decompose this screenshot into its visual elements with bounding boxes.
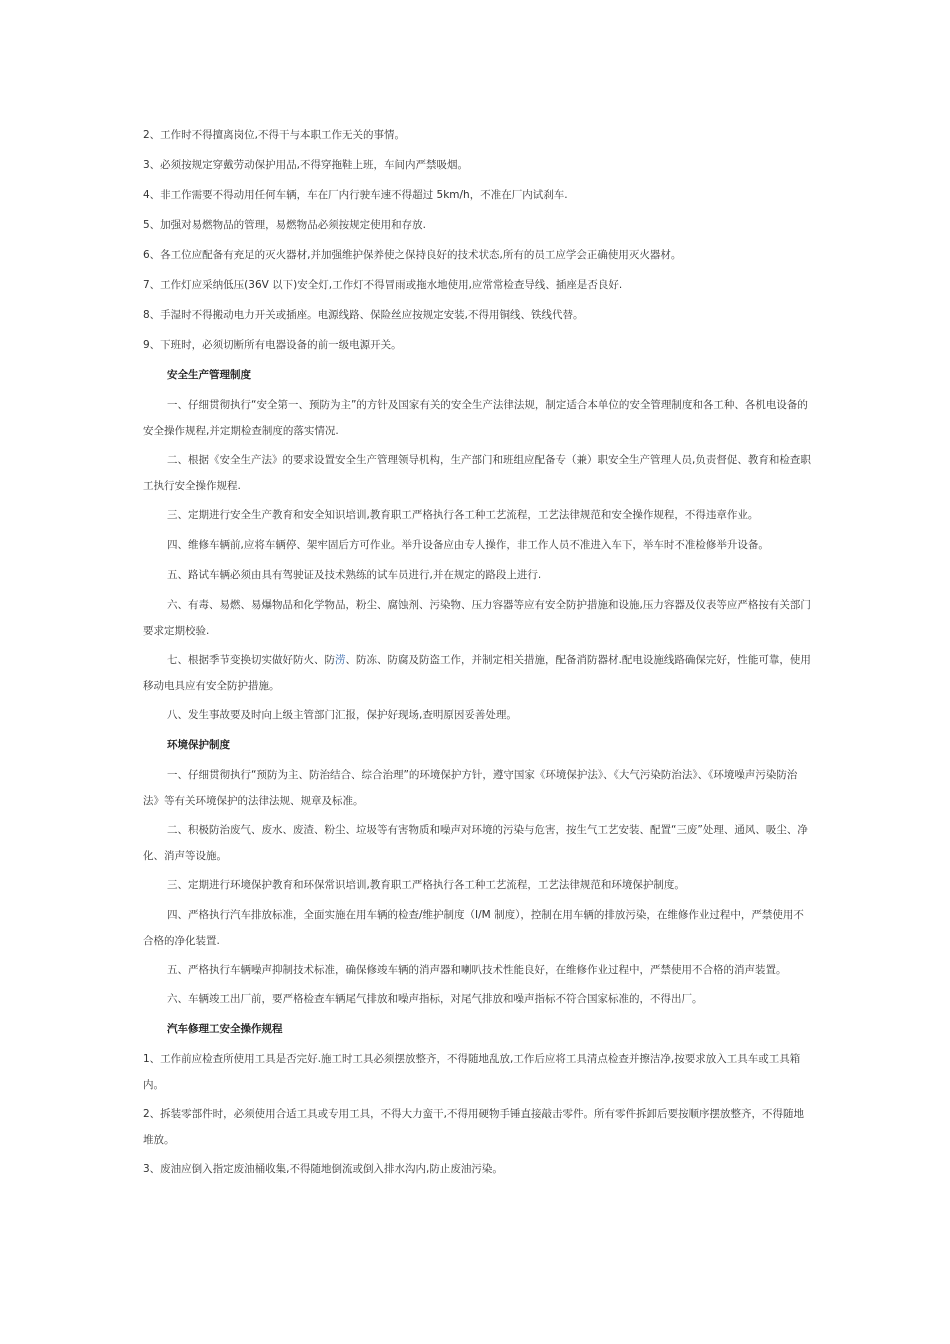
section-heading-repair: 汽车修理工安全操作规程: [167, 1023, 283, 1035]
safety-item: 四、维修车辆前,应将车辆停、架牢固后方可作业。举升设备应由专人操作，非工作人员不准进入车下，举车时不准检修举升设备。: [167, 539, 769, 551]
repair-item: 3、废油应倒入指定废油桶收集,不得随地倒流或倒入排水沟内,防止废油污染。: [143, 1163, 503, 1175]
rule-item: 8、手湿时不得搬动电力开关或插座。电源线路、保险丝应按规定安装,不得用铜线、铁线代替。: [143, 309, 584, 321]
rule-item: 9、下班时，必须切断所有电器设备的前一级电源开关。: [143, 339, 402, 351]
safety-item: 八、发生事故要及时向上级主管部门汇报，保护好现场,查明原因妥善处理。: [167, 709, 517, 721]
env-item: 三、定期进行环境保护教育和环保常识培训,教育职工严格执行各工种工艺流程，工艺法律规范和环境保护制度。: [167, 879, 685, 891]
rule-item: 4、非工作需要不得动用任何车辆，车在厂内行驶车速不得超过 5km/h，不准在厂内试刹车.: [143, 189, 568, 201]
safety-item-seven-text-rest: 、防冻、防腐及防盗工作，并制定相关措施，配备消防器材.配电设施线路确保完好，性能可靠，使用移动电具应有安全防护措施。: [143, 654, 811, 692]
safety-item: 六、有毒、易燃、易爆物品和化学物品，粉尘、腐蚀剂、污染物、压力容器等应有安全防护措施和设施,压力容器及仪表等应严格按有关部门要求定期校验.: [143, 599, 811, 637]
flood-link[interactable]: 涝: [335, 654, 346, 666]
safety-item: 五、路试车辆必须由具有驾驶证及技术熟练的试车员进行,并在规定的路段上进行.: [167, 569, 542, 581]
safety-item-seven: [143, 647, 813, 699]
env-item: 一、仔细贯彻执行“预防为主、防治结合、综合治理”的环境保护方针，遵守国家《环境保护法》、《大气污染防治法》、《环境噪声污染防治法》等有关环境保护的法律法规、规章及标准。: [143, 769, 798, 807]
repair-item: 2、拆装零部件时，必须使用合适工具或专用工具，不得大力蛮干,不得用硬物手锤直接敲击零件。所有零件拆卸后要按顺序摆放整齐，不得随地堆放。: [143, 1108, 805, 1146]
document-page: [143, 122, 813, 1186]
section-heading-safety: 安全生产管理制度: [167, 369, 251, 381]
repair-item: 1、工作前应检查所使用工具是否完好.施工时工具必须摆放整齐，不得随地乱放,工作后应将工具清点检查并擦洁净,按要求放入工具车或工具箱内。: [143, 1053, 801, 1091]
safety-item: 三、定期进行安全生产教育和安全知识培训,教育职工严格执行各工种工艺流程，工艺法律规范和安全操作规程，不得违章作业。: [167, 509, 759, 521]
safety-item: 二、根据《安全生产法》的要求设置安全生产管理领导机构，生产部门和班组应配备专（兼）职安全生产管理人员,负责督促、教育和检查职工执行安全操作规程.: [143, 454, 811, 492]
safety-item-seven-text: 七、根据季节变换切实做好防火、防: [167, 654, 335, 666]
env-item: 六、车辆竣工出厂前，要严格检查车辆尾气排放和噪声指标，对尾气排放和噪声指标不符合国家标准的，不得出厂。: [167, 993, 703, 1005]
safety-item: 一、仔细贯彻执行“安全第一、预防为主”的方针及国家有关的安全生产法律法规，制定适合本单位的安全管理制度和各工种、各机电设备的安全操作规程,并定期检查制度的落实情况.: [143, 399, 808, 437]
rule-item: 7、工作灯应采纳低压(36V 以下)安全灯,工作灯不得冒雨或拖水地使用,应常常检查导线、插座是否良好.: [143, 279, 623, 291]
env-item: 二、积极防治废气、废水、废渣、粉尘、垃圾等有害物质和噪声对环境的污染与危害，按生气工艺安装、配置“三废”处理、通风、吸尘、净化、消声等设施。: [143, 824, 808, 862]
env-item: 四、严格执行汽车排放标准，全面实施在用车辆的检查/维护制度（I/M 制度），控制在用车辆的排放污染，在维修作业过程中，严禁使用不合格的净化装置.: [143, 909, 804, 947]
rule-item: 5、加强对易燃物品的管理，易燃物品必须按规定使用和存放.: [143, 219, 427, 231]
rule-item: 6、各工位应配备有充足的灭火器材,并加强维护保养使之保持良好的技术状态,所有的员工应学会正确使用灭火器材。: [143, 249, 682, 261]
section-heading-environment: 环境保护制度: [167, 739, 230, 751]
rule-item: 2、工作时不得擅离岗位,不得干与本职工作无关的事情。: [143, 129, 406, 141]
env-item: 五、严格执行车辆噪声抑制技术标准，确保修竣车辆的消声器和喇叭技术性能良好，在维修作业过程中，严禁使用不合格的消声装置。: [167, 964, 787, 976]
rule-item: 3、必须按规定穿戴劳动保护用品,不得穿拖鞋上班，车间内严禁吸烟。: [143, 159, 469, 171]
